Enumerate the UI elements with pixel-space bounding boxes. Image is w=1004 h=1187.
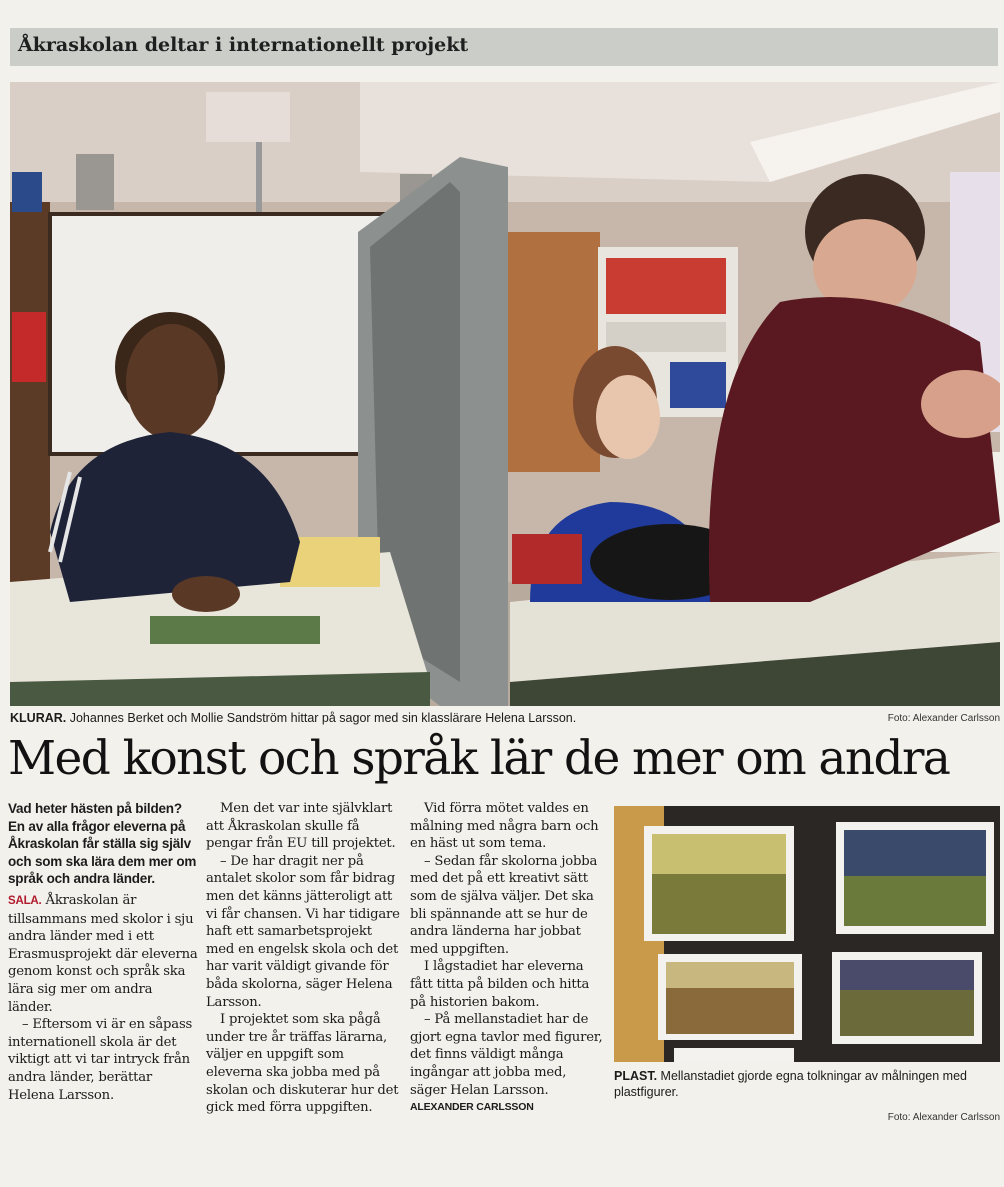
body-paragraph: I lågstadiet har eleverna fått titta på bilden och hitta på historien bakom. [410,959,590,1010]
body-paragraph [8,892,198,1016]
artwork-photo-caption [614,1068,1000,1100]
dateline: SALA. [8,894,42,907]
body-paragraph: Vid förra mötet valdes en målning med några barn och en häst ut som tema. [410,801,599,852]
article-column-3 [410,800,606,1117]
classroom-photo [10,82,1000,706]
photo-credit: Foto: Alexander Carlsson [887,1112,1000,1123]
body-paragraph: I projektet som ska pågå under tre år träffas lärarna, väljer en uppgift som eleverna ska jobba med på skolan och diskuterar hur det gick med förra uppgiften. [206,1012,399,1116]
article-column-1 [8,800,198,1104]
main-photo-caption [10,711,1000,729]
body-paragraph: – Eftersom vi är en såpass internationell skola är det viktigt att vi tar intryck från andra länder, berättar Helena Larsson. [8,1017,193,1103]
body-paragraph: – Sedan får skolorna jobba med det på ett kreativt sätt som de själva väljer. Det ska bli spännande att se hur de andra länderna har jobbat med uppgiften. [410,853,598,957]
section-header-bar [10,28,998,66]
body-paragraph: – De har dragit ner på antalet skolor som får bidrag men det känns jätteroligt att vi får chansen. Vi har tidigare haft ett samarbetsprojekt med en engelsk skola och det har varit väldigt givande för båda skolorna, säger Helena Larsson. [206,853,400,1010]
artwork-photo [614,806,1000,1062]
caption-text: Mellanstadiet gjorde egna tolkningar av målningen med plastfigurer. [614,1069,967,1099]
caption-lead: KLURAR. [10,711,67,725]
caption-text: Johannes Berket och Mollie Sandström hittar på sagor med sin klasslärare Helena Larsson. [66,711,577,725]
body-paragraph: Men det var inte självklart att Åkraskolan skulle få pengar från EU till projektet. [206,801,396,852]
ingress: Vad heter hästen på bilden? En av alla frågor eleverna på Åkraskolan får ställa sig själv och som ska lära dem mer om språk och andra länder. [8,801,197,887]
section-title: Åkraskolan deltar i internationellt projekt [18,34,469,56]
body-text: Åkraskolan är tillsammans med skolor i sju andra länder med i ett Erasmusprojekt där eleverna genom konst och språk ska lära sig mer om andra länder. [8,892,198,1015]
byline: ALEXANDER CARLSSON [410,1101,534,1114]
headline: Med konst och språk lär de mer om andra [8,731,950,786]
body-paragraph: – På mellanstadiet har de gjort egna tavlor med figurer, det finns väldigt många ingångar att jobba med, säger Helan Larsson. [410,1012,603,1098]
caption-lead: PLAST. [614,1069,658,1083]
article-column-2 [206,800,402,1117]
photo-credit: Foto: Alexander Carlsson [887,713,1000,724]
